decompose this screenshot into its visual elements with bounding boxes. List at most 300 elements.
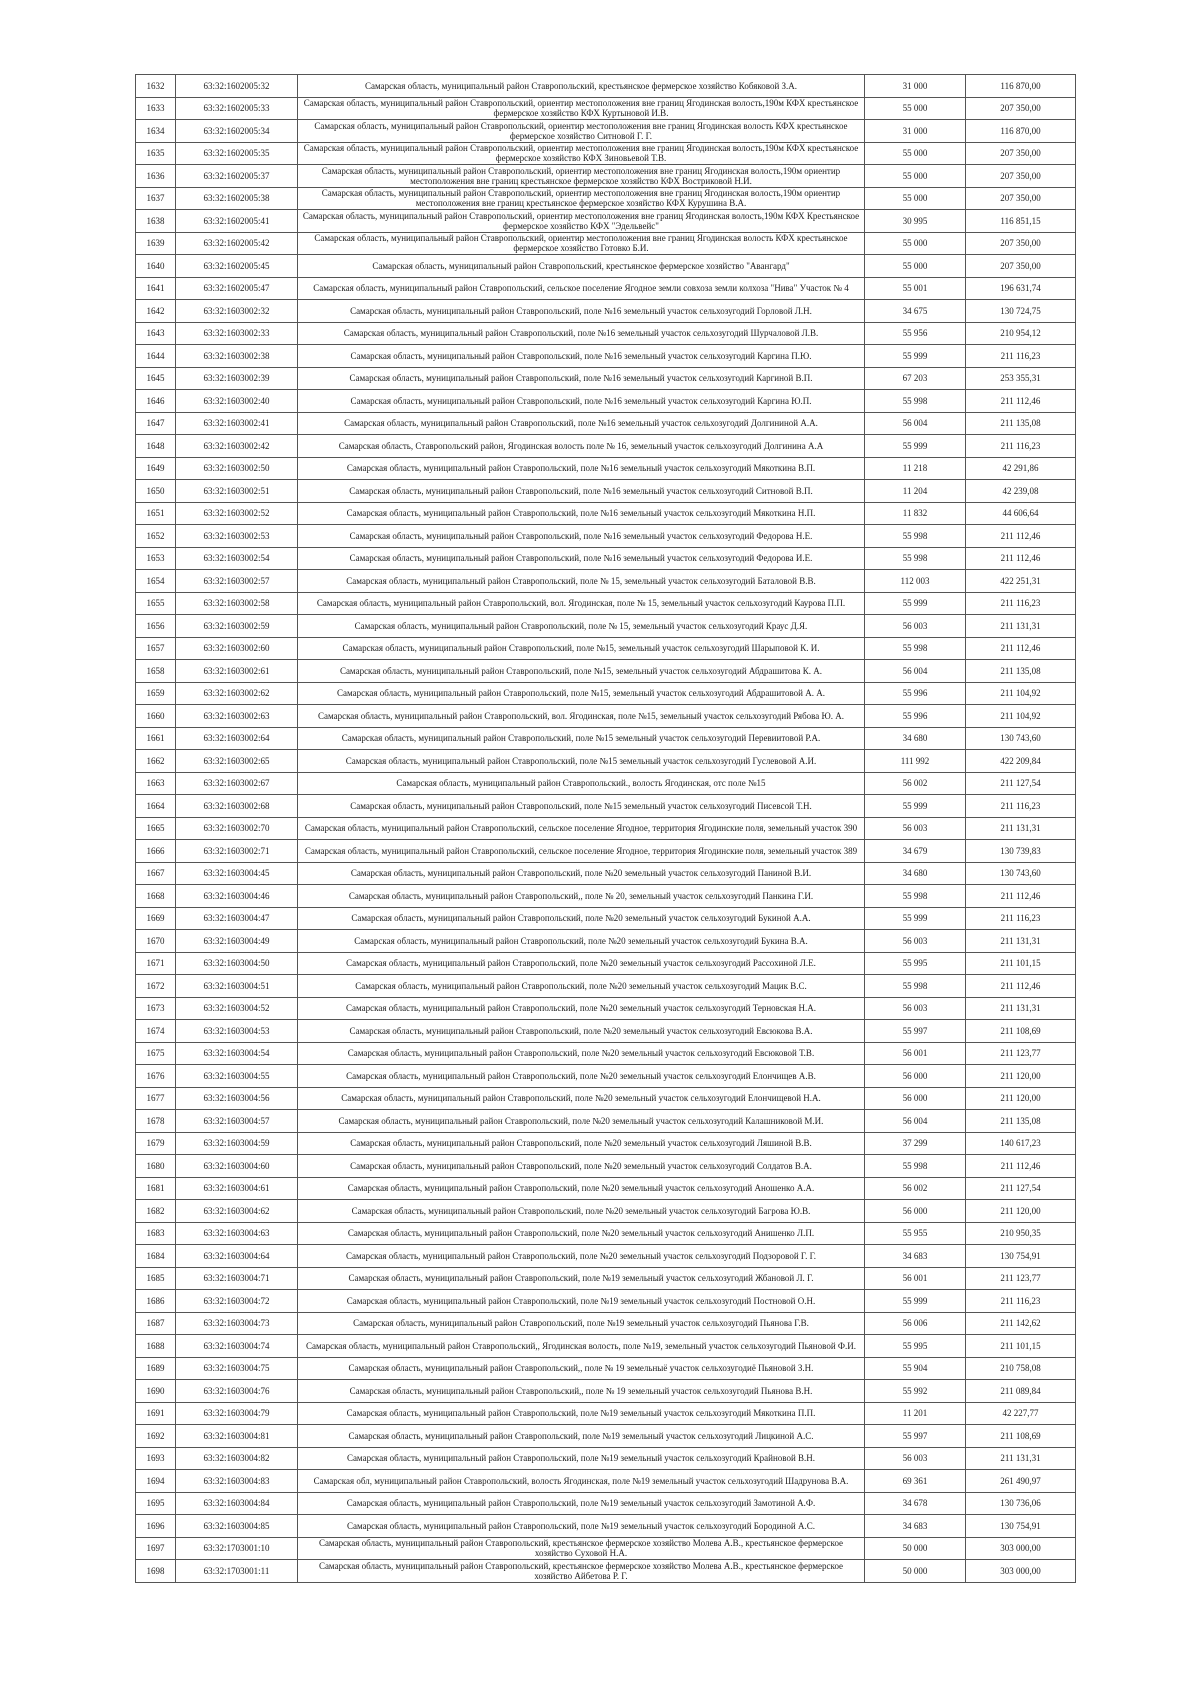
value-cell: 42 239,08 — [966, 480, 1076, 503]
table-row — [136, 1155, 1076, 1178]
value-cell: 211 116,23 — [966, 345, 1076, 368]
cadastral-number-cell: 63:32:1602005:33 — [176, 97, 298, 120]
area-cell: 55 997 — [865, 1425, 966, 1448]
value-cell: 211 135,08 — [966, 1110, 1076, 1133]
area-cell: 11 201 — [865, 1402, 966, 1425]
table-row — [136, 1470, 1076, 1493]
area-cell: 56 003 — [865, 1447, 966, 1470]
row-number-cell: 1674 — [136, 1020, 176, 1043]
area-cell: 55 992 — [865, 1380, 966, 1403]
row-number-cell: 1662 — [136, 750, 176, 773]
row-number-cell: 1640 — [136, 255, 176, 278]
cadastral-number-cell: 63:32:1603002:57 — [176, 570, 298, 593]
table-row — [136, 795, 1076, 818]
value-cell: 211 131,31 — [966, 615, 1076, 638]
row-number-cell: 1679 — [136, 1132, 176, 1155]
row-number-cell: 1675 — [136, 1042, 176, 1065]
row-number-cell: 1647 — [136, 412, 176, 435]
value-cell: 261 490,97 — [966, 1470, 1076, 1493]
table-row — [136, 435, 1076, 458]
cadastral-number-cell: 63:32:1603004:76 — [176, 1380, 298, 1403]
row-number-cell: 1648 — [136, 435, 176, 458]
area-cell: 67 203 — [865, 367, 966, 390]
area-cell: 55 999 — [865, 592, 966, 615]
row-number-cell: 1692 — [136, 1425, 176, 1448]
area-cell: 55 998 — [865, 885, 966, 908]
location-cell: Самарская область, муниципальный район Ставропольский, поле №16 земельный участок сельхозугодий Каргина Ю.П. — [298, 390, 865, 413]
row-number-cell: 1637 — [136, 187, 176, 210]
location-cell: Самарская область, муниципальный район Ставропольский, поле №19 земельный участок сельхозугодий Лицкиной А.С. — [298, 1425, 865, 1448]
location-cell: Самарская область, муниципальный район Ставропольский, поле № 15, земельный участок сельхозугодий Краус Д.Я. — [298, 615, 865, 638]
table-row — [136, 997, 1076, 1020]
table-row — [136, 570, 1076, 593]
value-cell: 116 851,15 — [966, 210, 1076, 233]
row-number-cell: 1665 — [136, 817, 176, 840]
row-number-cell: 1684 — [136, 1245, 176, 1268]
table-row — [136, 457, 1076, 480]
location-cell: Самарская область, муниципальный район Ставропольский., волость Ягодинская, отс поле №15 — [298, 772, 865, 795]
location-cell: Самарская область, муниципальный район Ставропольский, ориентир местоположения вне границ Ягодинская волость,190м КФХ крестьянское фермерское хозяйство КФХ Зиновьевой Т.В. — [298, 142, 865, 165]
value-cell: 207 350,00 — [966, 187, 1076, 210]
table-row — [136, 1537, 1076, 1560]
row-number-cell: 1644 — [136, 345, 176, 368]
value-cell: 210 758,08 — [966, 1357, 1076, 1380]
area-cell: 56 000 — [865, 1087, 966, 1110]
table-row — [136, 817, 1076, 840]
row-number-cell: 1671 — [136, 952, 176, 975]
cadastral-number-cell: 63:32:1603004:59 — [176, 1132, 298, 1155]
row-number-cell: 1633 — [136, 97, 176, 120]
table-row — [136, 1020, 1076, 1043]
cadastral-number-cell: 63:32:1603002:60 — [176, 637, 298, 660]
value-cell: 211 142,62 — [966, 1312, 1076, 1335]
table-row — [136, 1357, 1076, 1380]
area-cell: 56 001 — [865, 1042, 966, 1065]
location-cell: Самарская область, муниципальный район Ставропольский, поле №15 земельный участок сельхозугодий Перевиитовой Р.А. — [298, 727, 865, 750]
area-cell: 50 000 — [865, 1537, 966, 1560]
area-cell: 55 999 — [865, 435, 966, 458]
table-row — [136, 210, 1076, 233]
area-cell: 30 995 — [865, 210, 966, 233]
value-cell: 303 000,00 — [966, 1537, 1076, 1560]
cadastral-number-cell: 63:32:1603004:60 — [176, 1155, 298, 1178]
table-row — [136, 862, 1076, 885]
cadastral-number-cell: 63:32:1703001:10 — [176, 1537, 298, 1560]
value-cell: 211 116,23 — [966, 795, 1076, 818]
location-cell: Самарская область, муниципальный район Ставропольский, поле №20 земельный участок сельхозугодий Букиной А.А. — [298, 907, 865, 930]
value-cell: 422 209,84 — [966, 750, 1076, 773]
table-row — [136, 1200, 1076, 1223]
row-number-cell: 1669 — [136, 907, 176, 930]
cadastral-number-cell: 63:32:1603004:73 — [176, 1312, 298, 1335]
table-row — [136, 975, 1076, 998]
row-number-cell: 1654 — [136, 570, 176, 593]
table-row — [136, 1065, 1076, 1088]
row-number-cell: 1673 — [136, 997, 176, 1020]
area-cell: 56 002 — [865, 1177, 966, 1200]
value-cell: 211 108,69 — [966, 1020, 1076, 1043]
area-cell: 55 000 — [865, 255, 966, 278]
cadastral-number-cell: 63:32:1603004:81 — [176, 1425, 298, 1448]
area-cell: 55 000 — [865, 187, 966, 210]
table-row — [136, 232, 1076, 255]
row-number-cell: 1694 — [136, 1470, 176, 1493]
table-row — [136, 840, 1076, 863]
table-row — [136, 277, 1076, 300]
value-cell: 211 131,31 — [966, 817, 1076, 840]
area-cell: 11 832 — [865, 502, 966, 525]
location-cell: Самарская область, муниципальный район Ставропольский, поле №20 земельный участок сельхозугодий Евсюкова В.А. — [298, 1020, 865, 1043]
cadastral-number-cell: 63:32:1602005:34 — [176, 120, 298, 143]
location-cell: Самарская область, муниципальный район Ставропольский, поле №16 земельный участок сельхозугодий Горловой Л.Н. — [298, 300, 865, 323]
location-cell: Самарская обл, муниципальный район Ставропольский, волость Ягодинская, поле №19 земельный участок сельхозугодий Шадрунова В.А. — [298, 1470, 865, 1493]
value-cell: 211 116,23 — [966, 435, 1076, 458]
value-cell: 116 870,00 — [966, 75, 1076, 98]
table-row — [136, 165, 1076, 188]
cadastral-number-cell: 63:32:1603004:55 — [176, 1065, 298, 1088]
area-cell: 34 678 — [865, 1492, 966, 1515]
row-number-cell: 1655 — [136, 592, 176, 615]
cadastral-number-cell: 63:32:1603004:50 — [176, 952, 298, 975]
area-cell: 112 003 — [865, 570, 966, 593]
location-cell: Самарская область, муниципальный район Ставропольский,, поле № 19 земельный участок сельхозугодий Пьянова В.Н. — [298, 1380, 865, 1403]
area-cell: 55 001 — [865, 277, 966, 300]
row-number-cell: 1660 — [136, 705, 176, 728]
value-cell: 211 112,46 — [966, 885, 1076, 908]
table-row — [136, 322, 1076, 345]
table-row — [136, 885, 1076, 908]
location-cell: Самарская область, муниципальный район Ставропольский, поле №20 земельный участок сельхозугодий Елончищев А.В. — [298, 1065, 865, 1088]
value-cell: 211 112,46 — [966, 390, 1076, 413]
cadastral-number-cell: 63:32:1603004:47 — [176, 907, 298, 930]
area-cell: 55 904 — [865, 1357, 966, 1380]
value-cell: 211 135,08 — [966, 660, 1076, 683]
location-cell: Самарская область, муниципальный район Ставропольский, поле №19 земельный участок сельхозугодий Пьянова Г.В. — [298, 1312, 865, 1335]
location-cell: Самарская область, муниципальный район Ставропольский, крестьянское фермерское хозяйство Молева А.В., крестьянское фермерское хозяйство Айбетова Р. Г. — [298, 1560, 865, 1583]
cadastral-number-cell: 63:32:1603004:79 — [176, 1402, 298, 1425]
area-cell: 56 003 — [865, 615, 966, 638]
row-number-cell: 1656 — [136, 615, 176, 638]
table-row — [136, 1312, 1076, 1335]
value-cell: 211 123,77 — [966, 1042, 1076, 1065]
area-cell: 55 956 — [865, 322, 966, 345]
area-cell: 69 361 — [865, 1470, 966, 1493]
row-number-cell: 1695 — [136, 1492, 176, 1515]
row-number-cell: 1691 — [136, 1402, 176, 1425]
row-number-cell: 1661 — [136, 727, 176, 750]
location-cell: Самарская область, муниципальный район Ставропольский, поле №20 земельный участок сельхозугодий Елончищевой Н.А. — [298, 1087, 865, 1110]
table-row — [136, 502, 1076, 525]
value-cell: 211 116,23 — [966, 592, 1076, 615]
row-number-cell: 1693 — [136, 1447, 176, 1470]
value-cell: 211 112,46 — [966, 975, 1076, 998]
table-row — [136, 1132, 1076, 1155]
row-number-cell: 1697 — [136, 1537, 176, 1560]
table-row — [136, 1425, 1076, 1448]
value-cell: 207 350,00 — [966, 142, 1076, 165]
location-cell: Самарская область, муниципальный район Ставропольский, поле №19 земельный участок сельхозугодий Крайновой В.Н. — [298, 1447, 865, 1470]
value-cell: 211 101,15 — [966, 1335, 1076, 1358]
table-row — [136, 97, 1076, 120]
cadastral-number-cell: 63:32:1602005:47 — [176, 277, 298, 300]
cadastral-number-cell: 63:32:1603002:40 — [176, 390, 298, 413]
value-cell: 211 131,31 — [966, 997, 1076, 1020]
area-cell: 55 000 — [865, 232, 966, 255]
value-cell: 211 112,46 — [966, 547, 1076, 570]
table-row — [136, 1087, 1076, 1110]
row-number-cell: 1678 — [136, 1110, 176, 1133]
table-row — [136, 1515, 1076, 1538]
row-number-cell: 1683 — [136, 1222, 176, 1245]
location-cell: Самарская область, муниципальный район Ставропольский, поле №20 земельный участок сельхозугодий Рассохиной Л.Е. — [298, 952, 865, 975]
value-cell: 211 120,00 — [966, 1087, 1076, 1110]
cadastral-number-cell: 63:32:1703001:11 — [176, 1560, 298, 1583]
area-cell: 55 995 — [865, 1335, 966, 1358]
location-cell: Самарская область, муниципальный район Ставропольский, поле №20 земельный участок сельхозугодий Багрова Ю.В. — [298, 1200, 865, 1223]
location-cell: Самарская область, муниципальный район Ставропольский, поле №20 земельный участок сельхозугодий Калашниковой М.И. — [298, 1110, 865, 1133]
row-number-cell: 1635 — [136, 142, 176, 165]
location-cell: Самарская область, муниципальный район Ставропольский, поле №20 земельный участок сельхозугодий Паниной В.И. — [298, 862, 865, 885]
location-cell: Самарская область, муниципальный район Ставропольский, поле №15, земельный участок сельхозугодий Шарыповой К. И. — [298, 637, 865, 660]
cadastral-number-cell: 63:32:1603002:68 — [176, 795, 298, 818]
location-cell: Самарская область, муниципальный район Ставропольский, ориентир местоположения вне границ Ягодинская волость КФХ крестьянское фермерское хозяйство Ситновой Г. Г. — [298, 120, 865, 143]
value-cell: 211 120,00 — [966, 1065, 1076, 1088]
table-row — [136, 705, 1076, 728]
cadastral-number-cell: 63:32:1603004:63 — [176, 1222, 298, 1245]
area-cell: 56 003 — [865, 930, 966, 953]
cadastral-number-cell: 63:32:1603004:53 — [176, 1020, 298, 1043]
row-number-cell: 1686 — [136, 1290, 176, 1313]
cadastral-number-cell: 63:32:1603002:54 — [176, 547, 298, 570]
area-cell: 34 683 — [865, 1515, 966, 1538]
table-row — [136, 480, 1076, 503]
value-cell: 130 736,06 — [966, 1492, 1076, 1515]
table-row — [136, 187, 1076, 210]
row-number-cell: 1666 — [136, 840, 176, 863]
value-cell: 210 950,35 — [966, 1222, 1076, 1245]
row-number-cell: 1668 — [136, 885, 176, 908]
value-cell: 211 104,92 — [966, 705, 1076, 728]
table-row — [136, 682, 1076, 705]
value-cell: 207 350,00 — [966, 97, 1076, 120]
table-row — [136, 390, 1076, 413]
cadastral-number-cell: 63:32:1603004:51 — [176, 975, 298, 998]
cadastral-number-cell: 63:32:1603002:42 — [176, 435, 298, 458]
table-row — [136, 1447, 1076, 1470]
cadastral-number-cell: 63:32:1603004:62 — [176, 1200, 298, 1223]
table-row — [136, 547, 1076, 570]
value-cell: 211 131,31 — [966, 930, 1076, 953]
cadastral-number-cell: 63:32:1603004:84 — [176, 1492, 298, 1515]
location-cell: Самарская область, муниципальный район Ставропольский, поле №16 земельный участок сельхозугодий Каргина П.Ю. — [298, 345, 865, 368]
location-cell: Самарская область, муниципальный район Ставропольский, поле №20 земельный участок сельхозугодий Терновская Н.А. — [298, 997, 865, 1020]
cadastral-number-cell: 63:32:1603002:65 — [176, 750, 298, 773]
cadastral-number-cell: 63:32:1603004:45 — [176, 862, 298, 885]
row-number-cell: 1696 — [136, 1515, 176, 1538]
table-row — [136, 525, 1076, 548]
cadastral-number-cell: 63:32:1603004:72 — [176, 1290, 298, 1313]
table-row — [136, 1245, 1076, 1268]
table-row — [136, 1335, 1076, 1358]
table-row — [136, 75, 1076, 98]
row-number-cell: 1676 — [136, 1065, 176, 1088]
cadastral-number-cell: 63:32:1603002:33 — [176, 322, 298, 345]
area-cell: 34 675 — [865, 300, 966, 323]
cadastral-number-cell: 63:32:1603002:52 — [176, 502, 298, 525]
cadastral-number-cell: 63:32:1602005:37 — [176, 165, 298, 188]
value-cell: 211 116,23 — [966, 1290, 1076, 1313]
location-cell: Самарская область, муниципальный район Ставропольский, ориентир местоположения вне границ Ягодинская волость,190м КФХ крестьянское фермерское хозяйство КФХ Куртыновой И.В. — [298, 97, 865, 120]
value-cell: 211 112,46 — [966, 525, 1076, 548]
area-cell: 55 998 — [865, 1155, 966, 1178]
area-cell: 55 000 — [865, 97, 966, 120]
area-cell: 55 998 — [865, 547, 966, 570]
value-cell: 210 954,12 — [966, 322, 1076, 345]
table-row — [136, 1492, 1076, 1515]
value-cell: 422 251,31 — [966, 570, 1076, 593]
area-cell: 31 000 — [865, 75, 966, 98]
location-cell: Самарская область, муниципальный район Ставропольский, сельское поселение Ягодное, территория Ягодинские поля, земельный участок 390 — [298, 817, 865, 840]
row-number-cell: 1646 — [136, 390, 176, 413]
cadastral-number-cell: 63:32:1603002:50 — [176, 457, 298, 480]
row-number-cell: 1636 — [136, 165, 176, 188]
area-cell: 34 679 — [865, 840, 966, 863]
value-cell: 196 631,74 — [966, 277, 1076, 300]
area-cell: 56 000 — [865, 1065, 966, 1088]
value-cell: 253 355,31 — [966, 367, 1076, 390]
location-cell: Самарская область, муниципальный район Ставропольский, поле №20 земельный участок сельхозугодий Букина В.А. — [298, 930, 865, 953]
value-cell: 211 089,84 — [966, 1380, 1076, 1403]
row-number-cell: 1685 — [136, 1267, 176, 1290]
value-cell: 211 104,92 — [966, 682, 1076, 705]
area-cell: 56 002 — [865, 772, 966, 795]
location-cell: Самарская область, муниципальный район Ставропольский, поле №19 земельный участок сельхозугодий Постновой О.Н. — [298, 1290, 865, 1313]
location-cell: Самарская область, муниципальный район Ставропольский, поле №15, земельный участок сельхозугодий Абдрашитова К. А. — [298, 660, 865, 683]
area-cell: 56 000 — [865, 1200, 966, 1223]
location-cell: Самарская область, муниципальный район Ставропольский, поле №16 земельный участок сельхозугодий Ситновой В.П. — [298, 480, 865, 503]
value-cell: 207 350,00 — [966, 165, 1076, 188]
location-cell: Самарская область, муниципальный район Ставропольский, поле №19 земельный участок сельхозугодий Мякоткина П.П. — [298, 1402, 865, 1425]
location-cell: Самарская область, муниципальный район Ставропольский, крестьянское фермерское хозяйство "Авангард" — [298, 255, 865, 278]
row-number-cell: 1658 — [136, 660, 176, 683]
table-row — [136, 952, 1076, 975]
location-cell: Самарская область, муниципальный район Ставропольский, поле №20 земельный участок сельхозугодий Мацик В.С. — [298, 975, 865, 998]
location-cell: Самарская область, муниципальный район Ставропольский, крестьянское фермерское хозяйство Молева А.В., крестьянское фермерское хозяйство Суховой Н.А. — [298, 1537, 865, 1560]
cadastral-number-cell: 63:32:1602005:38 — [176, 187, 298, 210]
location-cell: Самарская область, муниципальный район Ставропольский, поле №16 земельный участок сельхозугодий Федорова И.Е. — [298, 547, 865, 570]
value-cell: 130 754,91 — [966, 1515, 1076, 1538]
area-cell: 55 999 — [865, 345, 966, 368]
area-cell: 56 003 — [865, 997, 966, 1020]
row-number-cell: 1652 — [136, 525, 176, 548]
row-number-cell: 1632 — [136, 75, 176, 98]
area-cell: 55 998 — [865, 525, 966, 548]
location-cell: Самарская область, муниципальный район Ставропольский, вол. Ягодинская, поле № 15, земельный участок сельхозугодий Каурова П.П. — [298, 592, 865, 615]
value-cell: 211 131,31 — [966, 1447, 1076, 1470]
area-cell: 55 998 — [865, 390, 966, 413]
location-cell: Самарская область, муниципальный район Ставропольский, сельское поселение Ягодное, территория Ягодинские поля, земельный участок 389 — [298, 840, 865, 863]
cadastral-number-cell: 63:32:1603002:51 — [176, 480, 298, 503]
row-number-cell: 1664 — [136, 795, 176, 818]
table-row — [136, 660, 1076, 683]
row-number-cell: 1650 — [136, 480, 176, 503]
value-cell: 130 743,60 — [966, 862, 1076, 885]
area-cell: 11 218 — [865, 457, 966, 480]
value-cell: 211 112,46 — [966, 637, 1076, 660]
row-number-cell: 1649 — [136, 457, 176, 480]
area-cell: 56 003 — [865, 817, 966, 840]
value-cell: 211 127,54 — [966, 1177, 1076, 1200]
location-cell: Самарская область, муниципальный район Ставропольский, поле №16 земельный участок сельхозугодий Мякоткина Н.П. — [298, 502, 865, 525]
cadastral-number-cell: 63:32:1602005:42 — [176, 232, 298, 255]
area-cell: 55 998 — [865, 975, 966, 998]
area-cell: 55 996 — [865, 682, 966, 705]
cadastral-number-cell: 63:32:1603004:74 — [176, 1335, 298, 1358]
table-row — [136, 367, 1076, 390]
value-cell: 207 350,00 — [966, 232, 1076, 255]
table-row — [136, 592, 1076, 615]
cadastral-number-cell: 63:32:1602005:45 — [176, 255, 298, 278]
location-cell: Самарская область, Ставропольский район, Ягодинская волость поле № 16, земельный участок сельхозугодий Долгинина А.А — [298, 435, 865, 458]
area-cell: 56 001 — [865, 1267, 966, 1290]
cadastral-number-cell: 63:32:1603004:71 — [176, 1267, 298, 1290]
row-number-cell: 1670 — [136, 930, 176, 953]
area-cell: 56 004 — [865, 660, 966, 683]
table-row — [136, 1110, 1076, 1133]
location-cell: Самарская область, муниципальный район Ставропольский, поле №16 земельный участок сельхозугодий Федорова Н.Е. — [298, 525, 865, 548]
area-cell: 56 004 — [865, 1110, 966, 1133]
value-cell: 42 227,77 — [966, 1402, 1076, 1425]
location-cell: Самарская область, муниципальный район Ставропольский, поле №16 земельный участок сельхозугодий Мякоткина В.П. — [298, 457, 865, 480]
table-row — [136, 345, 1076, 368]
cadastral-number-cell: 63:32:1603004:54 — [176, 1042, 298, 1065]
location-cell: Самарская область, муниципальный район Ставропольский, поле №20 земельный участок сельхозугодий Евсюковой Т.В. — [298, 1042, 865, 1065]
location-cell: Самарская область, муниципальный район Ставропольский, поле №16 земельный участок сельхозугодий Шурчаловой Л.В. — [298, 322, 865, 345]
table-row — [136, 1222, 1076, 1245]
row-number-cell: 1690 — [136, 1380, 176, 1403]
cadastral-number-cell: 63:32:1603004:82 — [176, 1447, 298, 1470]
location-cell: Самарская область, муниципальный район Ставропольский, поле №20 земельный участок сельхозугодий Солдатов В.А. — [298, 1155, 865, 1178]
row-number-cell: 1698 — [136, 1560, 176, 1583]
row-number-cell: 1689 — [136, 1357, 176, 1380]
location-cell: Самарская область, муниципальный район Ставропольский, поле №19 земельный участок сельхозугодий Жбановой Л. Г. — [298, 1267, 865, 1290]
cadastral-number-cell: 63:32:1603004:75 — [176, 1357, 298, 1380]
cadastral-number-cell: 63:32:1603004:57 — [176, 1110, 298, 1133]
location-cell: Самарская область, муниципальный район Ставропольский, поле №19 земельный участок сельхозугодий Бородиной А.С. — [298, 1515, 865, 1538]
area-cell: 55 996 — [865, 705, 966, 728]
value-cell: 116 870,00 — [966, 120, 1076, 143]
location-cell: Самарская область, муниципальный район Ставропольский, ориентир местоположения вне границ Ягодинская волость КФХ крестьянское фермерское хозяйство Готовко Б.И. — [298, 232, 865, 255]
cadastral-number-cell: 63:32:1603002:71 — [176, 840, 298, 863]
location-cell: Самарская область, муниципальный район Ставропольский, поле №15 земельный участок сельхозугодий Гуслевовой А.И. — [298, 750, 865, 773]
area-cell: 55 955 — [865, 1222, 966, 1245]
area-cell: 55 998 — [865, 637, 966, 660]
location-cell: Самарская область, муниципальный район Ставропольский,, Ягодинская волость, поле №19, земельный участок сельхозугодий Пьяновой Ф.И. — [298, 1335, 865, 1358]
cadastral-number-cell: 63:32:1603002:38 — [176, 345, 298, 368]
table-row — [136, 120, 1076, 143]
value-cell: 211 101,15 — [966, 952, 1076, 975]
location-cell: Самарская область, муниципальный район Ставропольский, крестьянское фермерское хозяйство Кобяковой З.А. — [298, 75, 865, 98]
table-row — [136, 412, 1076, 435]
row-number-cell: 1680 — [136, 1155, 176, 1178]
cadastral-number-cell: 63:32:1603004:49 — [176, 930, 298, 953]
row-number-cell: 1687 — [136, 1312, 176, 1335]
value-cell: 211 108,69 — [966, 1425, 1076, 1448]
table-row — [136, 300, 1076, 323]
value-cell: 211 127,54 — [966, 772, 1076, 795]
value-cell: 303 000,00 — [966, 1560, 1076, 1583]
area-cell: 34 680 — [865, 727, 966, 750]
